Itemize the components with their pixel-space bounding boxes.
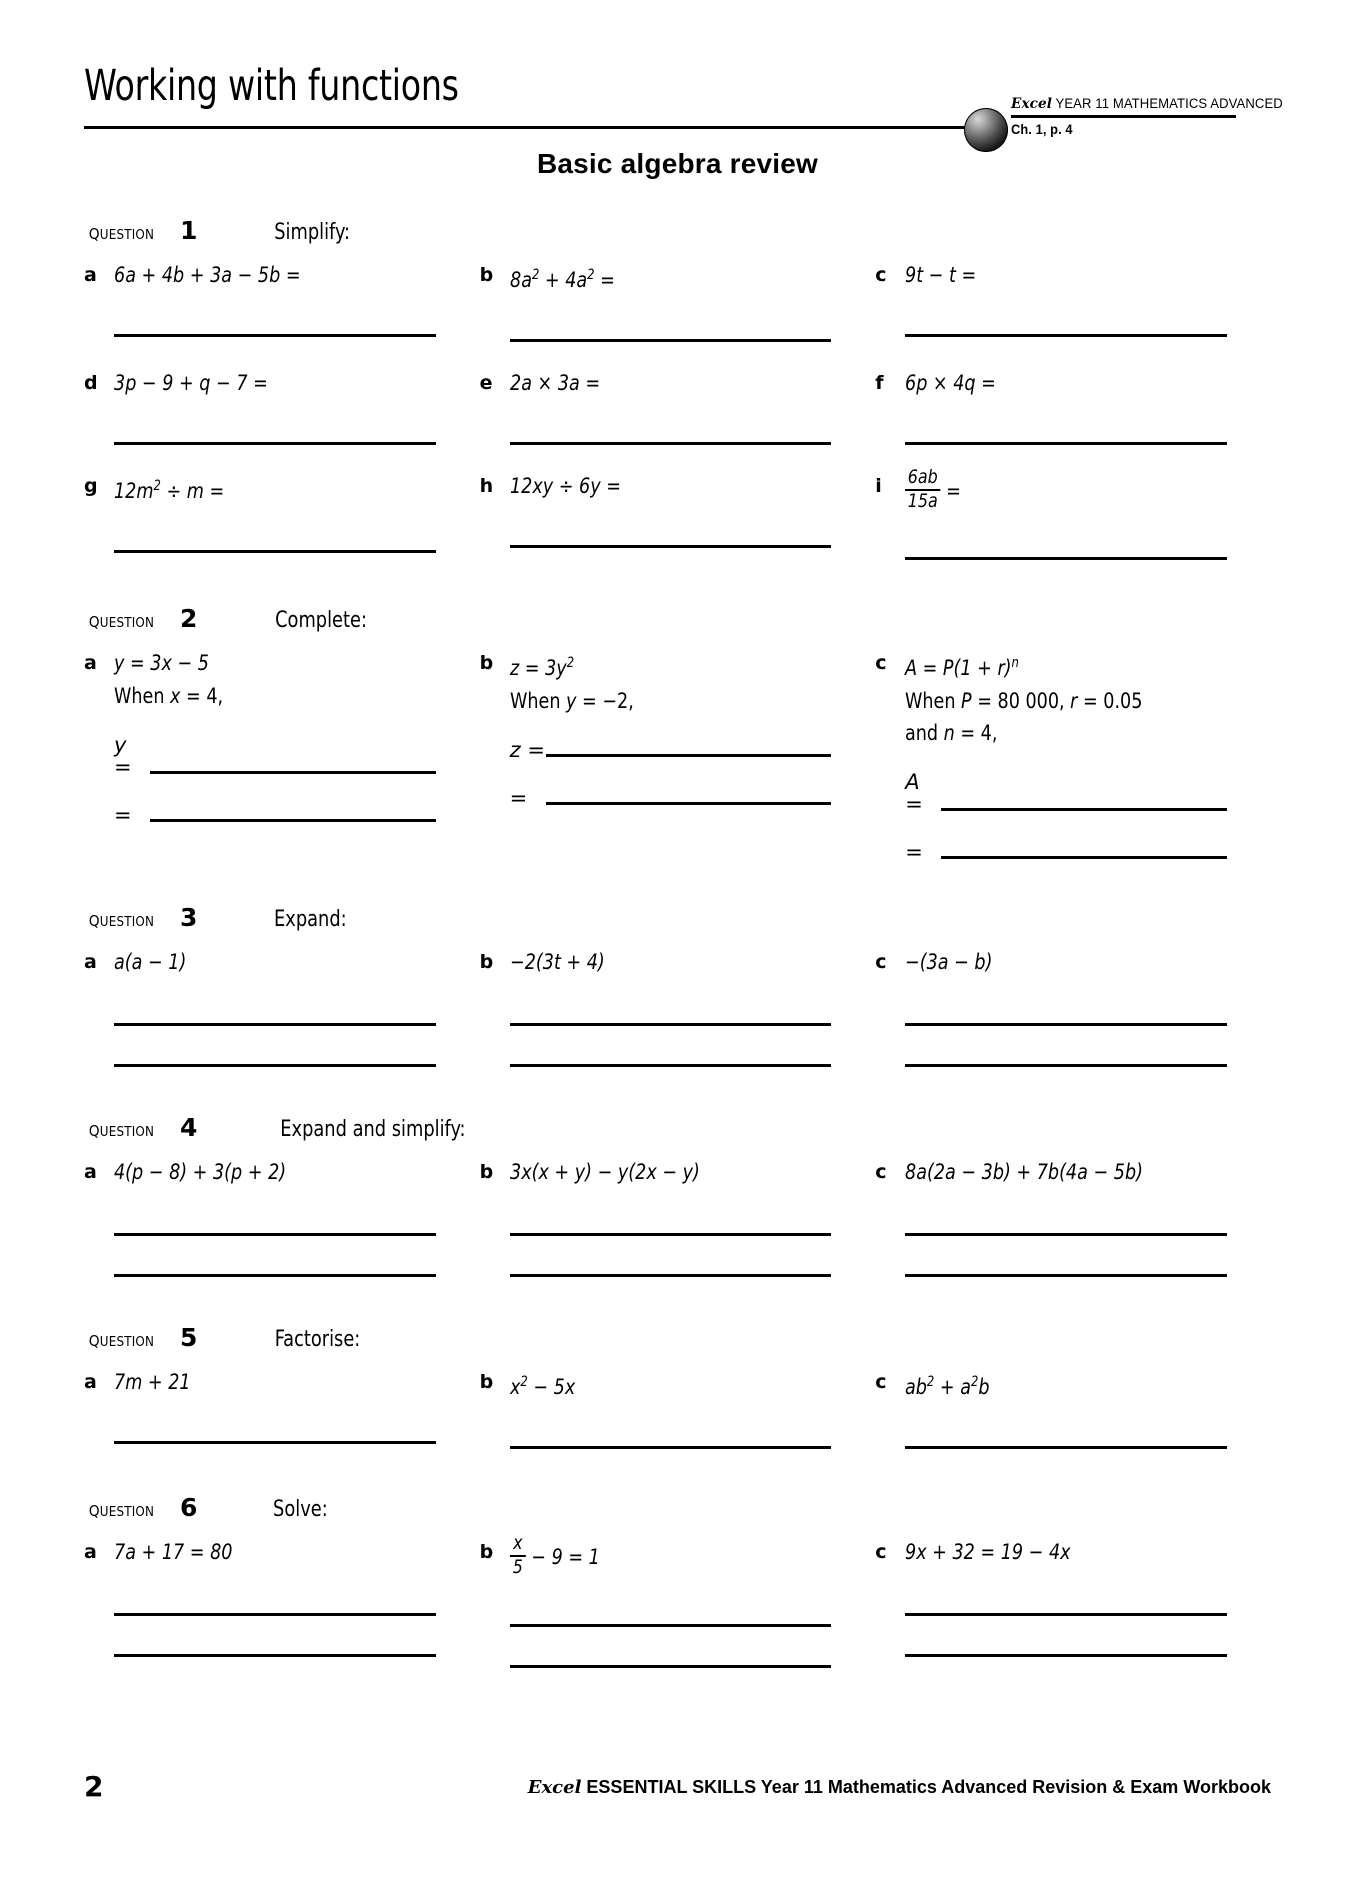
part-expression: 3p − 9 + q − 7 = bbox=[114, 371, 268, 395]
question-number: 5 bbox=[180, 1322, 198, 1352]
answer-rule[interactable] bbox=[114, 1023, 436, 1026]
answer-rule[interactable] bbox=[150, 771, 436, 774]
part-expression-row bbox=[875, 258, 1227, 292]
question-part-1f bbox=[875, 366, 1271, 445]
answer-rule[interactable] bbox=[905, 1023, 1227, 1026]
answer-rule[interactable] bbox=[510, 1023, 832, 1026]
question-part-2c bbox=[875, 646, 1271, 863]
part-letter: b bbox=[479, 1540, 494, 1563]
question-block-6 bbox=[84, 1493, 1271, 1669]
answer-rule[interactable] bbox=[114, 1233, 436, 1236]
part-expression-row bbox=[480, 258, 832, 297]
question-part-5b bbox=[480, 1365, 876, 1449]
excel-brand-mark: Excel bbox=[1011, 96, 1053, 112]
answer-rule[interactable] bbox=[114, 1613, 436, 1616]
chapter-title: Working with functions bbox=[84, 61, 459, 111]
question-label: question bbox=[88, 607, 155, 633]
part-letter: a bbox=[84, 1160, 97, 1183]
part-letter: c bbox=[875, 264, 887, 286]
question-row bbox=[84, 366, 1271, 445]
answer-line-labelled[interactable] bbox=[510, 739, 832, 761]
part-expression: −(3a − b) bbox=[905, 949, 993, 974]
part-expression: $\frac{x}{5}$ − 9 = 1 bbox=[510, 1535, 600, 1581]
page-header bbox=[84, 61, 1283, 144]
question-part-2b bbox=[480, 646, 876, 863]
part-letter: a bbox=[84, 264, 97, 286]
question-block-1 bbox=[84, 216, 1271, 560]
part-expression-row bbox=[480, 469, 832, 503]
answer-line-continuation[interactable] bbox=[114, 804, 436, 826]
question-part-6a bbox=[84, 1535, 480, 1669]
answer-equals-label: = bbox=[905, 839, 923, 864]
part-expression: $8a^2 + 4a^2$ = bbox=[509, 267, 615, 292]
part-expression-row bbox=[480, 1155, 832, 1189]
question-instruction: Factorise: bbox=[274, 1326, 361, 1352]
question-heading-3 bbox=[84, 903, 1271, 941]
question-row bbox=[84, 945, 1271, 1067]
badge-series-text: YEAR 11 MATHEMATICS ADVANCED bbox=[1052, 96, 1283, 111]
answer-rule[interactable] bbox=[941, 808, 1227, 811]
answer-rule[interactable] bbox=[510, 339, 832, 342]
part-letter: e bbox=[479, 372, 493, 394]
question-instruction: Solve: bbox=[273, 1496, 328, 1522]
question-part-1c bbox=[875, 258, 1271, 342]
part-letter: c bbox=[875, 1370, 887, 1393]
answer-rule[interactable] bbox=[510, 545, 832, 548]
question-row bbox=[84, 466, 1271, 560]
question-part-4a bbox=[84, 1155, 480, 1277]
answer-rule[interactable] bbox=[905, 1064, 1227, 1067]
page-footer bbox=[84, 1770, 1271, 1810]
part-expression-row bbox=[84, 469, 436, 508]
answer-rule[interactable] bbox=[510, 1274, 832, 1277]
part-expression: 7a + 17 = 80 bbox=[114, 1539, 233, 1564]
answer-rule[interactable] bbox=[941, 856, 1227, 859]
question-part-1i bbox=[875, 466, 1271, 560]
part-letter: b bbox=[479, 1370, 494, 1393]
question-part-5a bbox=[84, 1365, 480, 1449]
part-expression-row bbox=[84, 646, 436, 680]
answer-rule[interactable] bbox=[510, 1665, 832, 1668]
header-divider bbox=[84, 126, 971, 129]
question-part-1g bbox=[84, 469, 480, 560]
answer-rule[interactable] bbox=[905, 1233, 1227, 1236]
question-row bbox=[84, 1155, 1271, 1277]
answer-rule[interactable] bbox=[510, 1233, 832, 1236]
answer-rule[interactable] bbox=[510, 1064, 832, 1067]
part-expression: $z = 3y^2$ bbox=[509, 654, 574, 680]
part-expression-row bbox=[875, 1155, 1227, 1189]
question-part-1b bbox=[480, 258, 876, 342]
badge-series-line bbox=[1011, 96, 1283, 115]
question-heading-5 bbox=[84, 1323, 1271, 1361]
question-number: 4 bbox=[180, 1112, 198, 1142]
part-expression: 8a(2a − 3b) + 7b(4a − 5b) bbox=[905, 1159, 1144, 1184]
part-letter: b bbox=[479, 950, 494, 973]
part-expression: 2a × 3a = bbox=[509, 371, 600, 395]
question-block-5 bbox=[84, 1323, 1271, 1449]
question-part-1a bbox=[84, 258, 480, 342]
part-letter: c bbox=[875, 1540, 887, 1563]
answer-line-labelled[interactable] bbox=[905, 771, 1227, 815]
part-expression-row bbox=[480, 945, 832, 979]
question-block-2 bbox=[84, 604, 1271, 863]
part-expression: 9x + 32 = 19 − 4x bbox=[905, 1539, 1071, 1564]
answer-rule[interactable] bbox=[905, 442, 1227, 445]
part-expression: y = 3x − 5 bbox=[114, 650, 209, 675]
part-condition: When P = 80 000, r = 0.05 bbox=[905, 688, 1143, 713]
part-expression: 4(p − 8) + 3(p + 2) bbox=[114, 1159, 287, 1184]
question-number: 6 bbox=[180, 1492, 198, 1522]
part-letter: a bbox=[84, 950, 97, 973]
answer-rule[interactable] bbox=[114, 334, 436, 337]
part-expression: 3x(x + y) − y(2x − y) bbox=[509, 1159, 700, 1184]
question-label: question bbox=[88, 1496, 155, 1522]
part-expression: 6p × 4q = bbox=[905, 371, 997, 395]
part-expression-row bbox=[84, 945, 436, 979]
answer-line-labelled[interactable] bbox=[114, 734, 436, 778]
answer-rule[interactable] bbox=[114, 1654, 436, 1657]
question-label: question bbox=[88, 1326, 155, 1352]
question-heading-1 bbox=[84, 216, 1271, 254]
footer-excel-brand-mark: Excel bbox=[527, 1777, 582, 1798]
answer-rule[interactable] bbox=[905, 1613, 1227, 1616]
question-label: question bbox=[88, 906, 155, 932]
question-heading-4 bbox=[84, 1113, 1271, 1151]
part-condition: and n = 4, bbox=[905, 720, 998, 745]
series-badge bbox=[964, 96, 1283, 156]
answer-variable-label: A = bbox=[905, 769, 923, 816]
answer-equals-label: = bbox=[509, 785, 528, 810]
question-heading-6 bbox=[84, 1493, 1271, 1531]
part-expression-row bbox=[84, 366, 436, 400]
part-expression-row bbox=[480, 1365, 832, 1404]
question-part-3a bbox=[84, 945, 480, 1067]
part-expression: $\frac{6ab}{15a}$ = bbox=[905, 469, 961, 515]
question-part-1e bbox=[480, 366, 876, 445]
part-letter: f bbox=[875, 372, 884, 394]
question-heading-2 bbox=[84, 604, 1271, 642]
question-row bbox=[84, 646, 1271, 863]
answer-rule[interactable] bbox=[150, 819, 436, 822]
part-letter: d bbox=[84, 372, 98, 394]
footer-caption-text: ESSENTIAL SKILLS Year 11 Mathematics Advanced Revision & Exam Workbook bbox=[581, 1777, 1271, 1797]
question-label: question bbox=[88, 220, 155, 245]
part-letter: c bbox=[875, 950, 887, 973]
question-instruction: Simplify: bbox=[274, 220, 351, 245]
answer-rule[interactable] bbox=[510, 1624, 832, 1627]
question-part-5c bbox=[875, 1365, 1271, 1449]
part-expression: −2(3t + 4) bbox=[509, 949, 605, 974]
part-letter: c bbox=[875, 651, 887, 674]
question-part-6b bbox=[479, 1531, 876, 1669]
question-row bbox=[84, 1365, 1271, 1449]
part-expression-row bbox=[479, 1531, 832, 1581]
part-letter: a bbox=[84, 1370, 97, 1393]
answer-variable-label: y = bbox=[114, 732, 132, 779]
answer-rule[interactable] bbox=[905, 334, 1227, 337]
answer-equals-label: = bbox=[114, 802, 132, 827]
question-part-1h bbox=[480, 469, 876, 560]
question-instruction: Expand: bbox=[274, 906, 347, 932]
answer-rule[interactable] bbox=[546, 754, 832, 757]
part-expression: 9t − t = bbox=[905, 263, 977, 287]
part-expression: a(a − 1) bbox=[114, 949, 187, 974]
answer-rule[interactable] bbox=[510, 442, 832, 445]
part-letter: b bbox=[479, 651, 494, 674]
page-title: Basic algebra review bbox=[536, 148, 819, 179]
question-instruction: Complete: bbox=[275, 607, 367, 633]
part-condition: When y = −2, bbox=[509, 688, 634, 713]
badge-text-group bbox=[1011, 96, 1283, 137]
question-block-4 bbox=[84, 1113, 1271, 1277]
answer-rule[interactable] bbox=[114, 1274, 436, 1277]
part-expression-row bbox=[84, 1365, 436, 1399]
part-expression: 7m + 21 bbox=[114, 1369, 191, 1394]
answer-line-continuation[interactable] bbox=[510, 787, 832, 809]
answer-rule[interactable] bbox=[905, 1446, 1227, 1449]
part-expression-row bbox=[84, 258, 436, 292]
question-part-4c bbox=[875, 1155, 1271, 1277]
question-part-3b bbox=[480, 945, 876, 1067]
questions-container bbox=[84, 216, 1271, 1698]
part-letter: c bbox=[875, 1160, 887, 1183]
part-expression-row bbox=[480, 366, 832, 400]
part-expression-row bbox=[875, 366, 1227, 400]
question-instruction: Expand and simplify: bbox=[280, 1116, 466, 1142]
question-part-4b bbox=[480, 1155, 876, 1277]
part-expression-row bbox=[875, 1365, 1227, 1404]
part-expression: $x^2 - 5x$ bbox=[509, 1373, 575, 1399]
answer-rule[interactable] bbox=[546, 802, 832, 805]
part-expression-row bbox=[875, 466, 1227, 515]
part-letter: a bbox=[84, 651, 97, 674]
part-letter: h bbox=[479, 475, 494, 497]
answer-line-continuation[interactable] bbox=[905, 841, 1227, 863]
question-number: 3 bbox=[180, 902, 198, 932]
part-letter: a bbox=[84, 1540, 97, 1563]
part-expression-row bbox=[480, 646, 832, 685]
part-letter: i bbox=[875, 475, 882, 497]
question-part-1d bbox=[84, 366, 480, 445]
question-label: question bbox=[88, 1116, 155, 1142]
part-expression-row bbox=[84, 1535, 436, 1569]
part-expression: $12m^2 \div m$ = bbox=[114, 478, 225, 503]
part-expression-row bbox=[875, 1535, 1227, 1569]
part-letter: b bbox=[479, 1160, 494, 1183]
answer-variable-label: z = bbox=[509, 737, 545, 762]
answer-rule[interactable] bbox=[114, 1441, 436, 1444]
question-number: 1 bbox=[180, 216, 198, 245]
question-row bbox=[84, 258, 1271, 342]
part-expression: $A = P(1 + r)^n$ bbox=[905, 654, 1020, 680]
question-row bbox=[84, 1531, 1271, 1669]
part-expression-row bbox=[84, 1155, 436, 1189]
answer-rule[interactable] bbox=[905, 1654, 1227, 1657]
question-part-2a bbox=[84, 646, 480, 863]
badge-reference: Ch. 1, p. 4 bbox=[1011, 121, 1073, 137]
answer-rule[interactable] bbox=[114, 1064, 436, 1067]
part-expression: 12xy ÷ 6y = bbox=[509, 474, 621, 498]
answer-rule[interactable] bbox=[114, 442, 436, 445]
answer-rule[interactable] bbox=[905, 557, 1227, 560]
question-part-3c bbox=[875, 945, 1271, 1067]
part-condition: When x = 4, bbox=[114, 683, 224, 708]
part-expression-row bbox=[875, 646, 1227, 685]
part-letter: b bbox=[479, 264, 494, 286]
question-part-6c bbox=[875, 1535, 1271, 1669]
part-expression: $ab^2 + a^2b$ bbox=[905, 1373, 990, 1399]
footer-caption bbox=[528, 1777, 1271, 1798]
answer-rule[interactable] bbox=[905, 1274, 1227, 1277]
answer-rule[interactable] bbox=[114, 550, 436, 553]
part-expression: 6a + 4b + 3a − 5b = bbox=[114, 263, 301, 287]
sphere-icon bbox=[964, 108, 1008, 152]
question-number: 2 bbox=[180, 603, 198, 633]
page-number: 2 bbox=[84, 1770, 104, 1803]
part-letter: g bbox=[84, 475, 98, 497]
answer-rule[interactable] bbox=[510, 1446, 832, 1449]
part-expression-row bbox=[875, 945, 1227, 979]
question-block-3 bbox=[84, 903, 1271, 1067]
